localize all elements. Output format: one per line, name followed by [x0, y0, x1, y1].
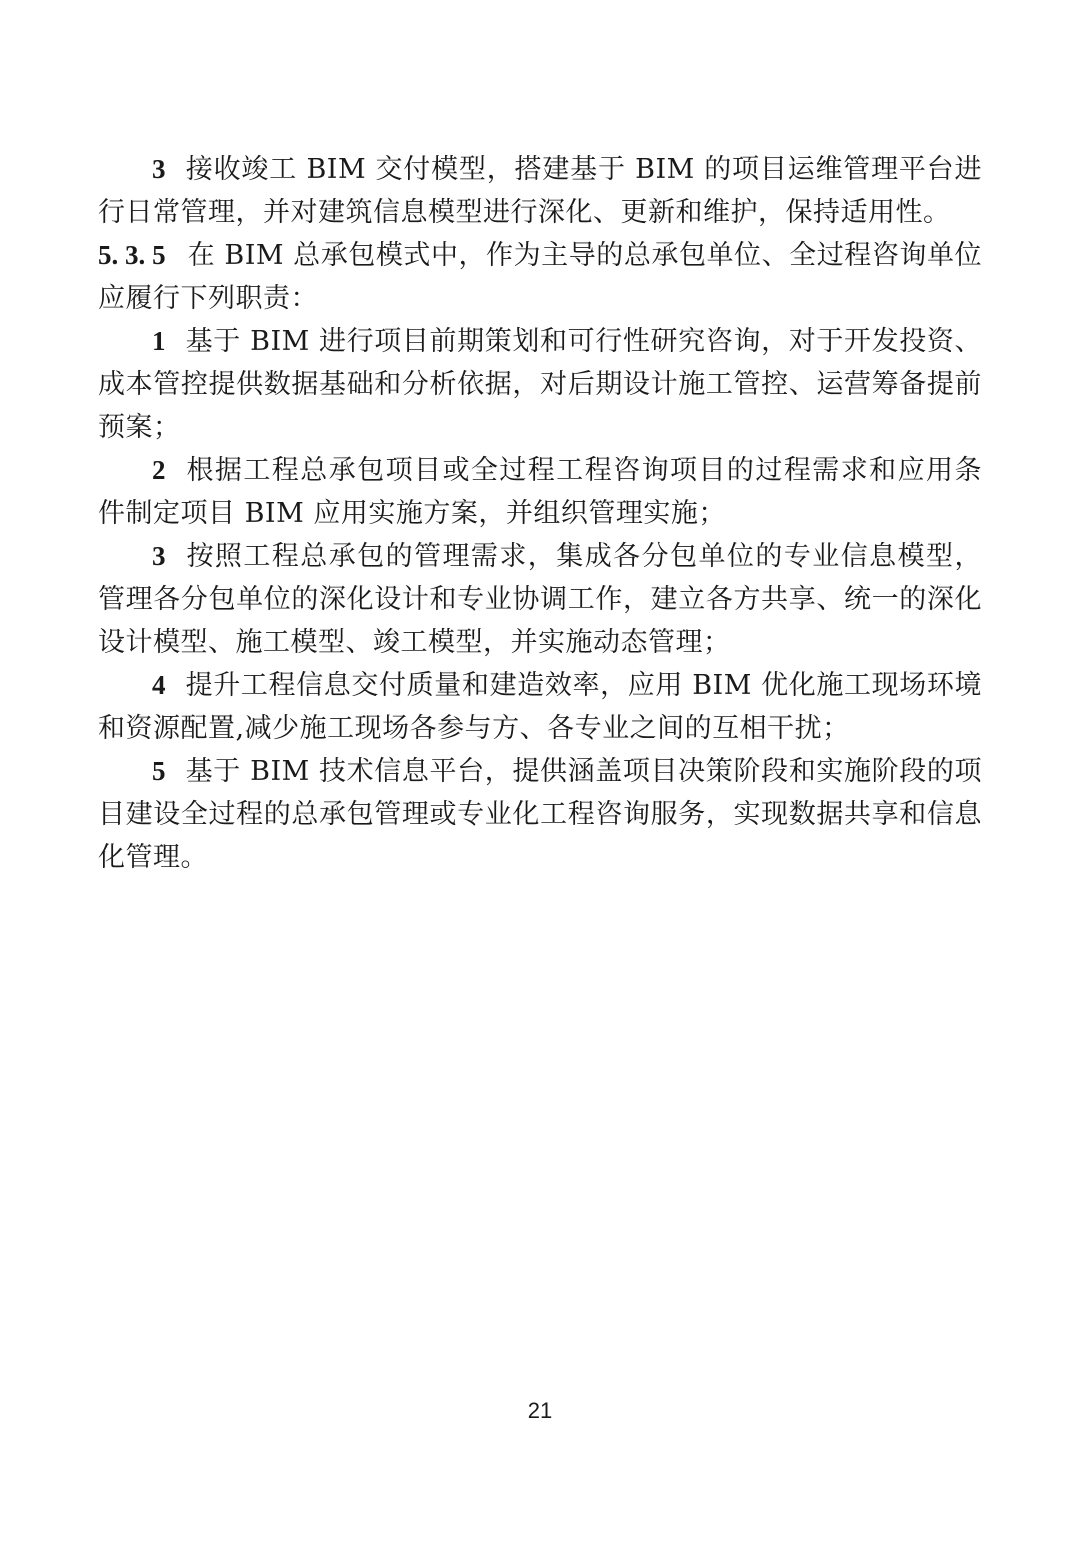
item-number: 1 [152, 326, 166, 356]
list-item [98, 535, 982, 664]
list-item [98, 664, 982, 750]
list-item [98, 320, 982, 449]
document-body [98, 148, 982, 879]
item-text: 根据工程总承包项目或全过程工程咨询项目的过程需求和应用条件制定项目 BIM 应用实施方案，并组织管理实施； [98, 455, 982, 529]
item-text: 按照工程总承包的管理需求，集成各分包单位的专业信息模型，管理各分包单位的深化设计和专业协调工作，建立各方共享、统一的深化设计模型、施工模型、竣工模型，并实施动态管理； [98, 541, 982, 658]
item-number: 3 [152, 541, 166, 571]
clause-paragraph [98, 234, 982, 320]
item-number: 5 [152, 756, 166, 786]
item-number: 4 [152, 670, 166, 700]
list-item [98, 750, 982, 879]
item-text: 基于 BIM 技术信息平台，提供涵盖项目决策阶段和实施阶段的项目建设全过程的总承包管理或专业化工程咨询服务，实现数据共享和信息化管理。 [98, 756, 982, 873]
item-number: 2 [152, 455, 166, 485]
clause-number: 5. 3. 5 [98, 240, 166, 270]
page-number: 21 [527, 1398, 553, 1423]
list-item [98, 148, 982, 234]
item-number: 3 [152, 154, 166, 184]
item-text: 基于 BIM 进行项目前期策划和可行性研究咨询，对于开发投资、成本管控提供数据基础和分析依据，对后期设计施工管控、运营筹备提前预案； [98, 326, 982, 443]
item-text: 接收竣工 BIM 交付模型，搭建基于 BIM 的项目运维管理平台进行日常管理，并对建筑信息模型进行深化、更新和维护，保持适用性。 [98, 154, 982, 228]
item-text: 提升工程信息交付质量和建造效率，应用 BIM 优化施工现场环境和资源配置,减少施工现场各参与方、各专业之间的互相干扰； [98, 670, 982, 744]
list-item [98, 449, 982, 535]
clause-text: 在 BIM 总承包模式中，作为主导的总承包单位、全过程咨询单位应履行下列职责： [98, 240, 983, 314]
